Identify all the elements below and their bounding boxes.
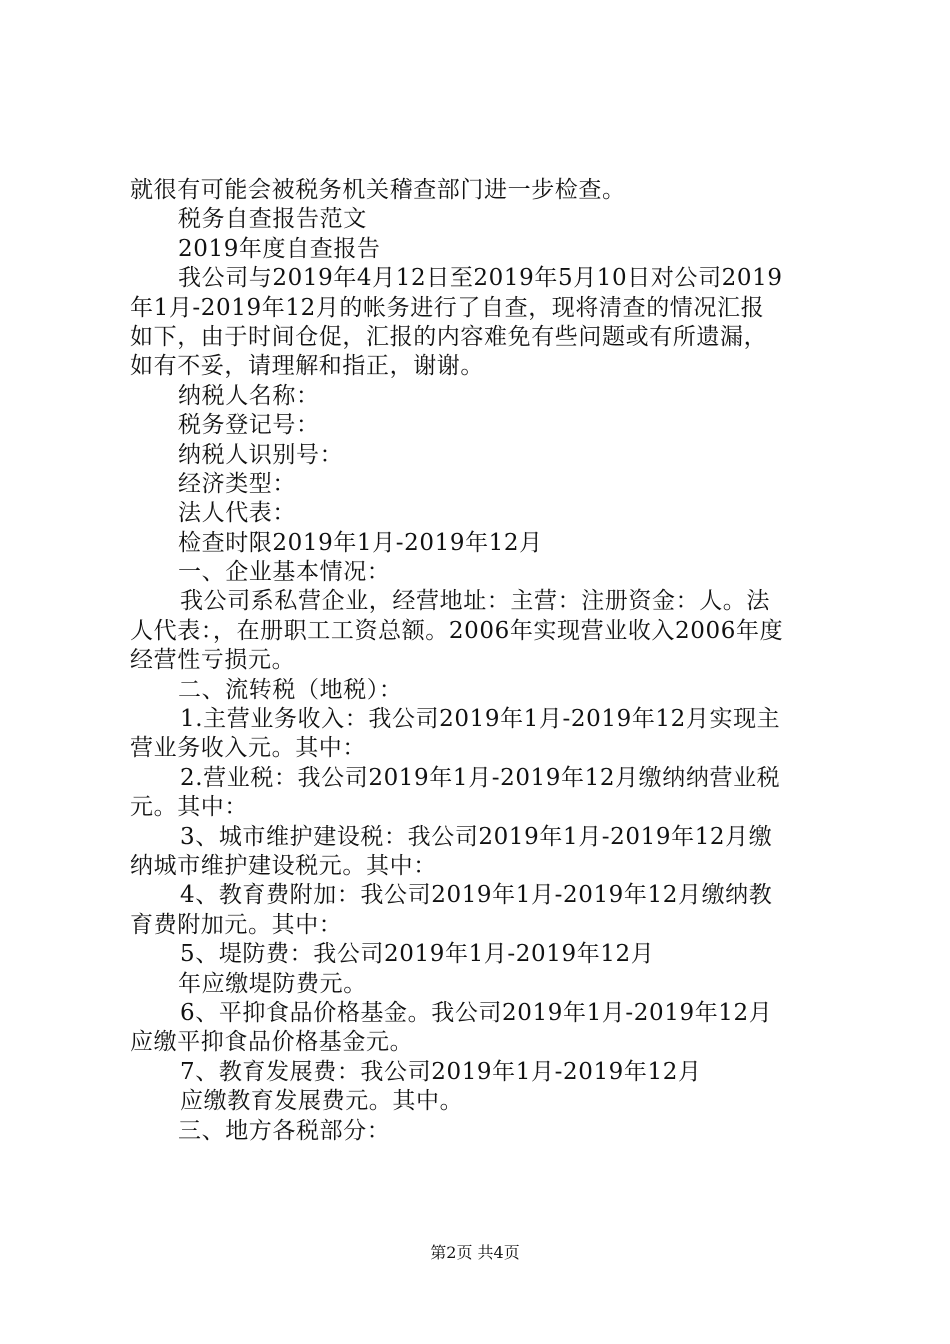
text-line: 年1月-2019年12月的帐务进行了自查，现将清查的情况汇报 — [130, 294, 765, 321]
text-line: 税务登记号： — [178, 412, 320, 439]
page-number-footer: 第2页 共4页 — [430, 1243, 520, 1262]
text-line: 年应缴堤防费元。 — [178, 970, 367, 997]
text-line: 经营性亏损元。 — [130, 647, 296, 674]
text-line: 就很有可能会被税务机关稽查部门进一步检查。 — [130, 177, 626, 203]
text-line: 一、企业基本情况： — [178, 559, 391, 586]
text-line: 纳税人名称： — [178, 382, 320, 409]
text-line: 检查时限2019年1月-2019年12月 — [178, 529, 543, 556]
text-line: 营业务收入元。其中： — [130, 735, 366, 762]
text-line: 2.营业税：我公司2019年1月-2019年12月缴纳纳营业税 — [180, 764, 781, 791]
text-line: 纳城市维护建设税元。其中： — [130, 852, 437, 879]
text-line: 5、堤防费：我公司2019年1月-2019年12月 — [180, 941, 655, 968]
text-line: 2019年度自查报告 — [178, 235, 381, 262]
text-line: 如下，由于时间仓促，汇报的内容难免有些问题或有所遗漏， — [130, 323, 768, 350]
text-line: 4、教育费附加：我公司2019年1月-2019年12月缴纳教 — [180, 882, 773, 909]
text-line: 三、地方各税部分： — [178, 1117, 391, 1144]
text-line: 二、流转税（地税）： — [178, 676, 403, 703]
text-line: 应缴教育发展费元。其中。 — [180, 1088, 464, 1115]
text-line: 纳税人识别号： — [178, 441, 344, 468]
text-line: 经济类型： — [178, 470, 296, 497]
text-line: 1.主营业务收入：我公司2019年1月-2019年12月实现主 — [180, 706, 781, 733]
text-line: 如有不妥，请理解和指正，谢谢。 — [130, 353, 484, 380]
text-line: 法人代表： — [178, 500, 296, 527]
text-line: 育费附加元。其中： — [130, 911, 343, 938]
text-line: 应缴平抑食品价格基金元。 — [130, 1029, 414, 1056]
text-line: 我公司系私营企业，经营地址：主营：注册资金：人。法 — [180, 588, 770, 615]
text-line: 我公司与2019年4月12日至2019年5月10日对公司2019 — [178, 265, 783, 292]
text-line: 元。其中： — [130, 794, 248, 821]
document-body — [130, 176, 830, 1146]
text-line: 税务自查报告范文 — [178, 206, 367, 233]
text-line: 3、城市维护建设税：我公司2019年1月-2019年12月缴 — [180, 823, 773, 850]
text-line: 7、教育发展费：我公司2019年1月-2019年12月 — [180, 1058, 702, 1085]
text-line: 6、平抑食品价格基金。我公司2019年1月-2019年12月 — [180, 999, 773, 1026]
text-line: 人代表：，在册职工工资总额。2006年实现营业收入2006年度 — [130, 617, 784, 644]
